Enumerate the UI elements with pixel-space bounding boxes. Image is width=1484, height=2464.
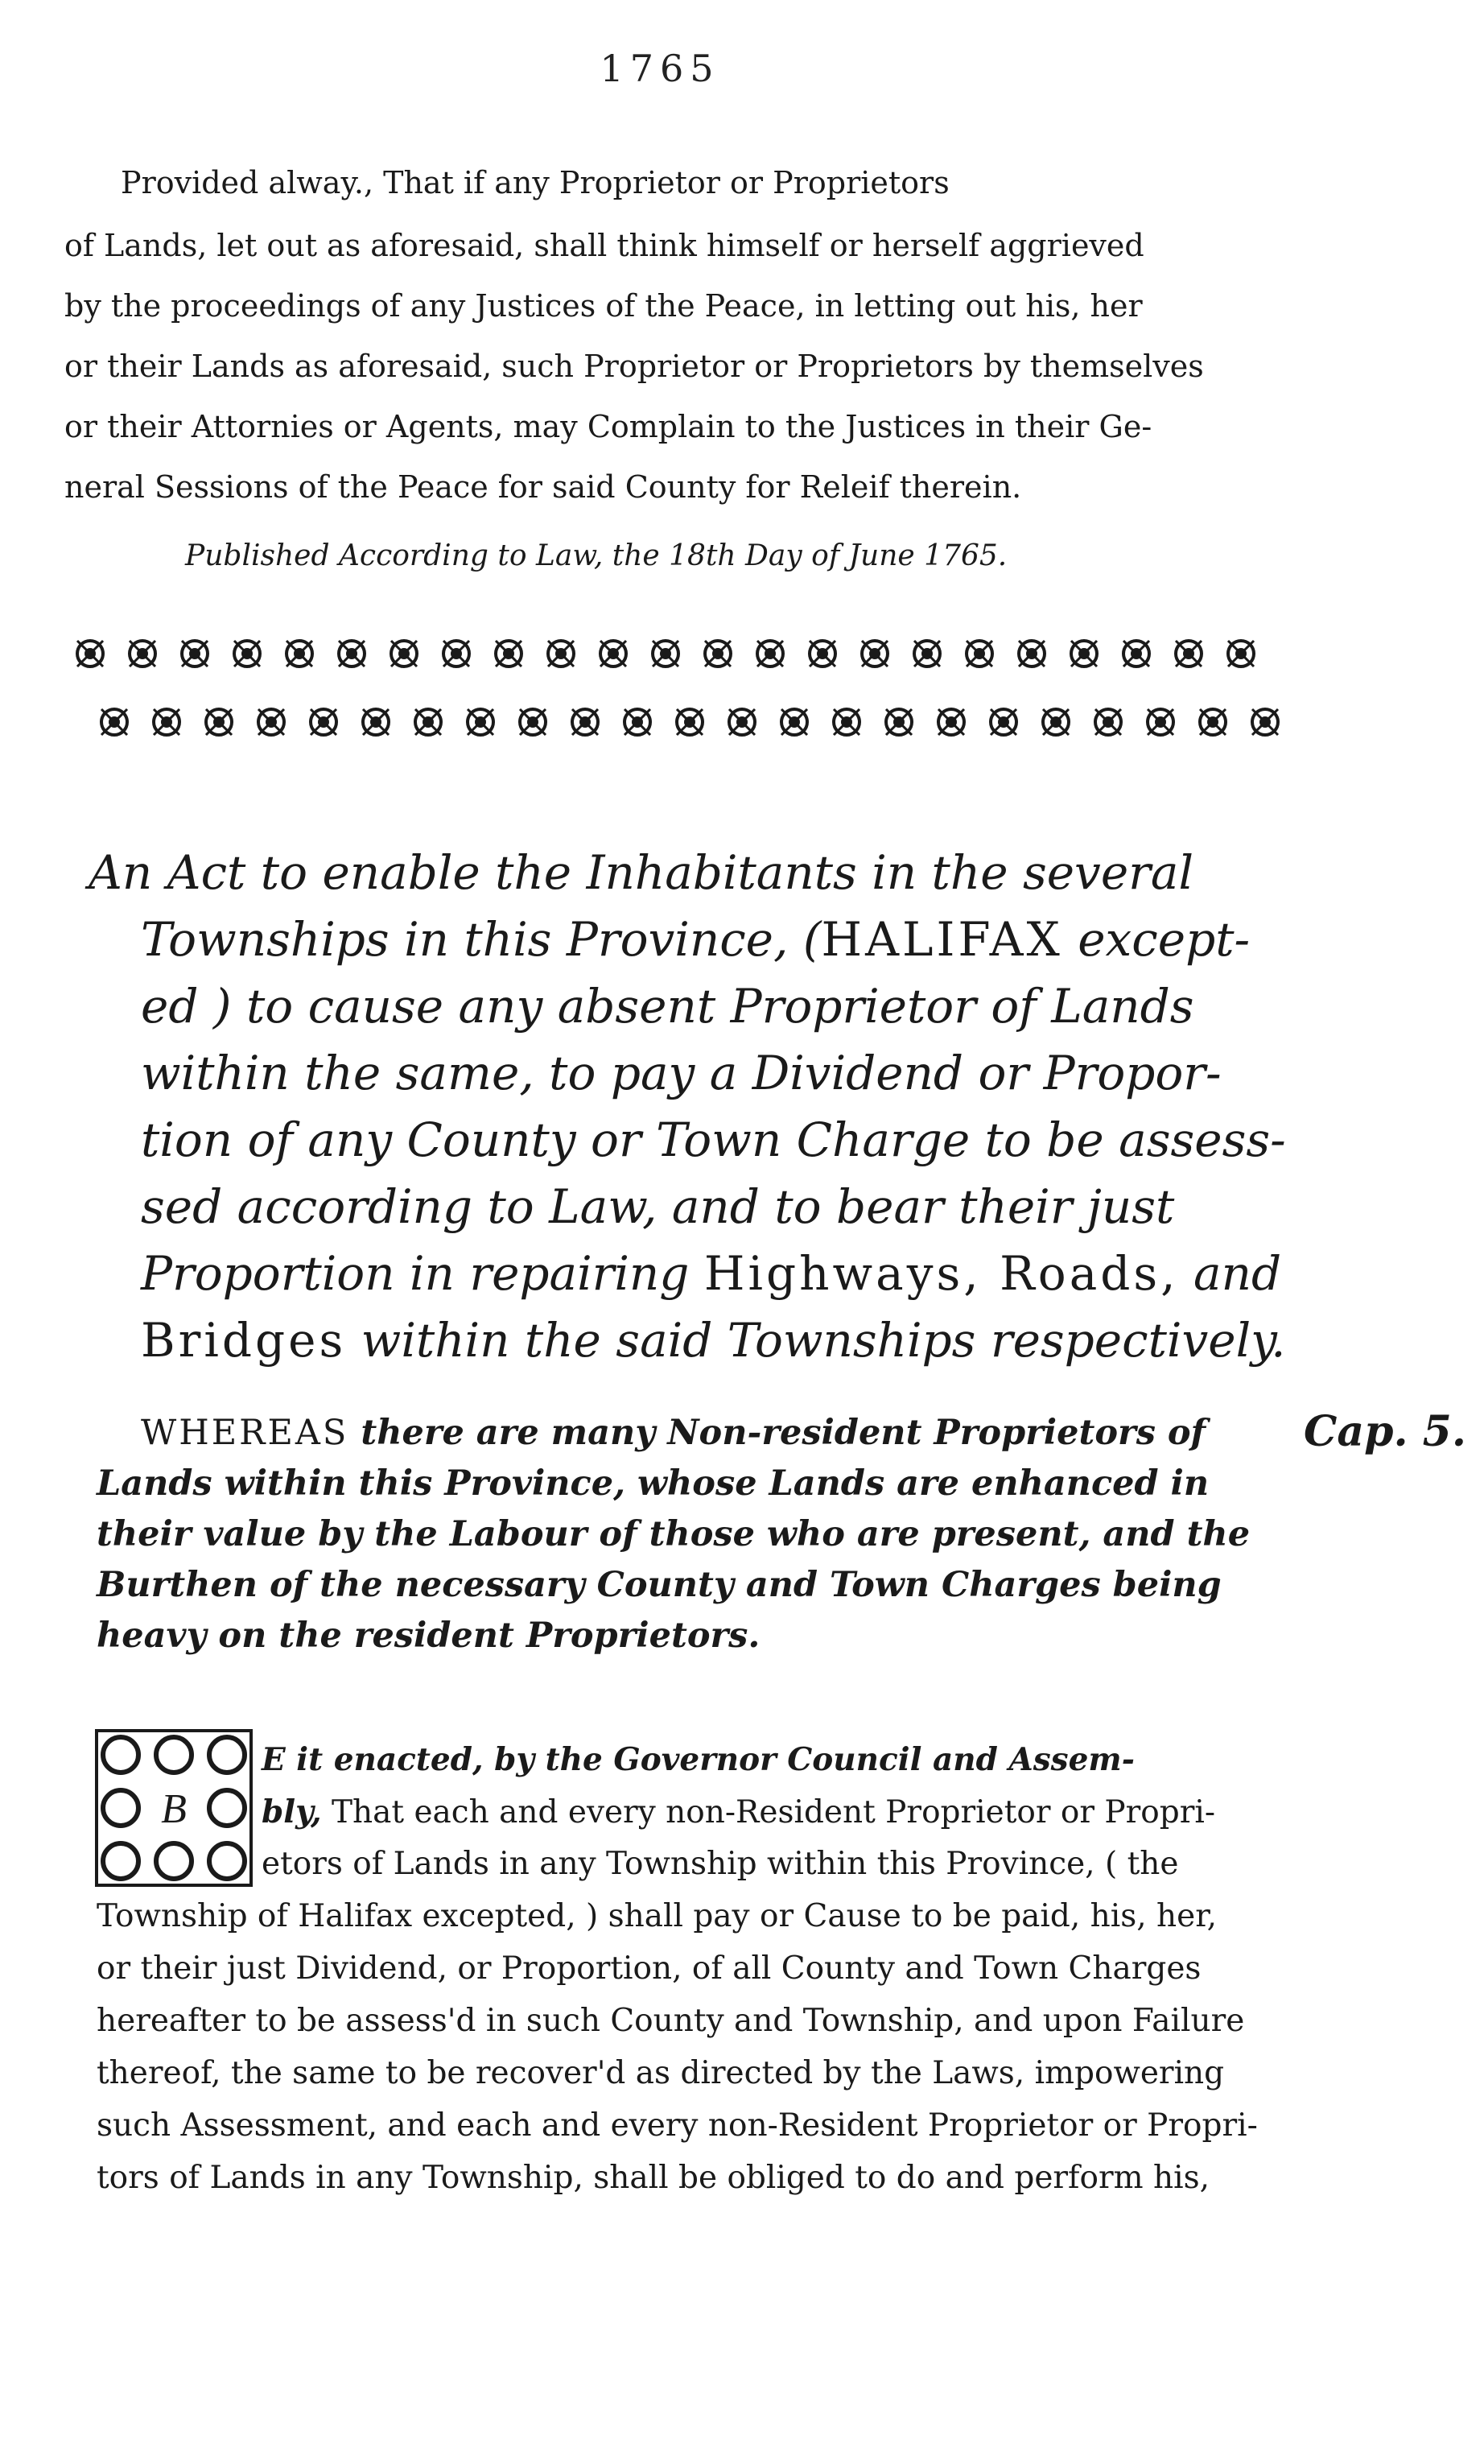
enact-line: hereafter to be assess'd in such County and Township, and upon Failure <box>97 2003 1245 2039</box>
whereas-word: WHEREAS <box>141 1413 349 1453</box>
decorative-drop-cap <box>95 1729 253 1887</box>
proviso-line: by the proceedings of any Justices of the Peace, in letting out his, her <box>64 288 1143 324</box>
preamble-line: their value by the Labour of those who are present, and the <box>97 1514 1251 1554</box>
enact-line: thereof, the same to be recover'd as directed by the Laws, impowering <box>97 2055 1225 2091</box>
enact-line: such Assessment, and each and every non-Resident Proprietor or Propri- <box>97 2107 1258 2144</box>
ornament-row-bottom <box>101 709 1278 735</box>
enact-line: Township of Halifax excepted, ) shall pay or Cause to be paid, his, her, <box>97 1898 1218 1934</box>
title-line: Bridges within the said Townships respectively. <box>141 1313 1286 1368</box>
preamble-line: Lands within this Province, whose Lands are enhanced in <box>97 1463 1210 1504</box>
publication-notice: Published According to Law, the 18th Day of June 1765. <box>185 539 1008 572</box>
title-line: An Act to enable the Inhabitants in the several <box>89 845 1193 900</box>
title-line: within the same, to pay a Dividend or Propor- <box>141 1046 1222 1100</box>
drop-cap-letter: B <box>161 1786 187 1832</box>
preamble-line: heavy on the resident Proprietors. <box>97 1616 761 1656</box>
title-line: Proportion in repairing Highways, Roads, and <box>141 1246 1282 1301</box>
page-number: 1765 <box>600 47 720 90</box>
proviso-line: or their Lands as aforesaid, such Proprietor or Proprietors by themselves <box>64 349 1204 384</box>
title-line: ed ) to cause any absent Proprietor of Lands <box>141 979 1194 1034</box>
proviso-line: or their Attornies or Agents, may Complain to the Justices in their Ge- <box>64 409 1152 444</box>
enact-line: etors of Lands in any Township within this Province, ( the <box>262 1846 1179 1882</box>
ornament-row-top <box>77 641 1254 667</box>
proviso-line: Provided alway., That if any Proprietor or Proprietors <box>121 165 950 200</box>
chapter-margin-note: Cap. 5. <box>1304 1407 1466 1456</box>
preamble-line: WHEREAS there are many Non-resident Proprietors of <box>141 1413 1206 1453</box>
preamble-line: Burthen of the necessary County and Town Charges being <box>97 1565 1222 1605</box>
ornamental-border <box>72 628 1296 765</box>
title-line: Townships in this Province, (HALIFAX except- <box>141 912 1251 967</box>
proviso-line: of Lands, let out as aforesaid, shall think himself or herself aggrieved <box>64 228 1144 263</box>
enact-line: bly, That each and every non-Resident Proprietor or Propri- <box>262 1793 1216 1830</box>
proviso-line: neral Sessions of the Peace for said County for Releif therein. <box>64 469 1022 505</box>
title-line: tion of any County or Town Charge to be assess- <box>141 1112 1286 1167</box>
enact-line: tors of Lands in any Township, shall be obliged to do and perform his, <box>97 2160 1210 2196</box>
enact-line: E it enacted, by the Governor Council and Assem- <box>262 1741 1135 1778</box>
title-line: sed according to Law, and to bear their just <box>141 1179 1175 1234</box>
enact-line: or their just Dividend, or Proportion, of all County and Town Charges <box>97 1950 1202 1987</box>
